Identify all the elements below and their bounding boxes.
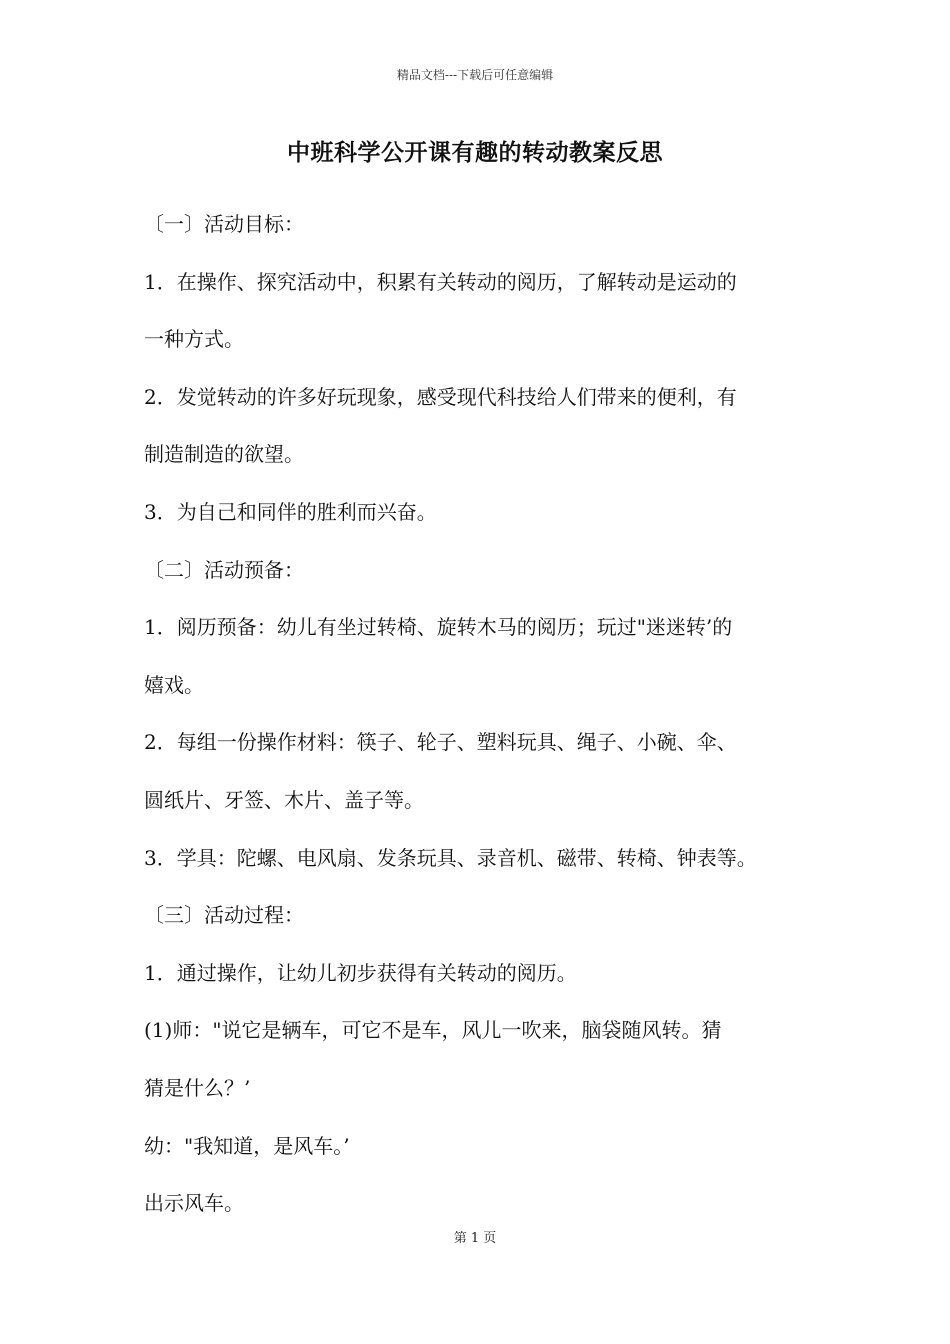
paragraph-line: 〔三〕活动过程： (144, 903, 304, 928)
paragraph-line: 猜是什么？’ (144, 1075, 251, 1100)
paragraph-line: 1．在操作、探究活动中，积累有关转动的阅历，了解转动是运动的 (144, 269, 737, 294)
paragraph-line: 〔一〕活动目标： (144, 212, 304, 236)
paragraph-line: 1．通过操作，让幼儿初步获得有关转动的阅历。 (144, 960, 577, 985)
paragraph-line: 3．学具：陀螺、电风扇、发条玩具、录音机、磁带、转椅、钟表等。 (144, 845, 757, 870)
paragraph-line: 出示风车。 (144, 1191, 244, 1216)
paragraph-line: (1)师："说它是辆车，可它不是车，风儿一吹来，脑袋随风转。猜 (144, 1018, 722, 1043)
paragraph-line: 嬉戏。 (144, 672, 204, 697)
document-body (144, 196, 824, 1233)
paragraph-line: 3．为自己和同伴的胜利而兴奋。 (144, 499, 437, 524)
paragraph-line: 〔二〕活动预备： (144, 557, 304, 582)
paragraph-line: 幼："我知道，是风车。’ (144, 1133, 350, 1158)
paragraph-line: 1．阅历预备：幼儿有坐过转椅、旋转木马的阅历；玩过"迷迷转’的 (144, 615, 733, 640)
page-header: 精品文档---下载后可任意编辑 (396, 68, 554, 82)
paragraph-line: 圆纸片、牙签、木片、盖子等。 (144, 787, 424, 812)
paragraph-line: 2．每组一份操作材料：筷子、轮子、塑料玩具、绳子、小碗、伞、 (144, 730, 737, 755)
paragraph-line: 制造制造的欲望。 (144, 442, 304, 467)
document-title: 中班科学公开课有趣的转动教案反思 (287, 139, 663, 166)
page-number: 第 1 页 (453, 1231, 497, 1246)
paragraph-line: 2．发觉转动的许多好玩现象，感受现代科技给人们带来的便利，有 (144, 384, 737, 409)
paragraph-line: 一种方式。 (144, 327, 244, 352)
